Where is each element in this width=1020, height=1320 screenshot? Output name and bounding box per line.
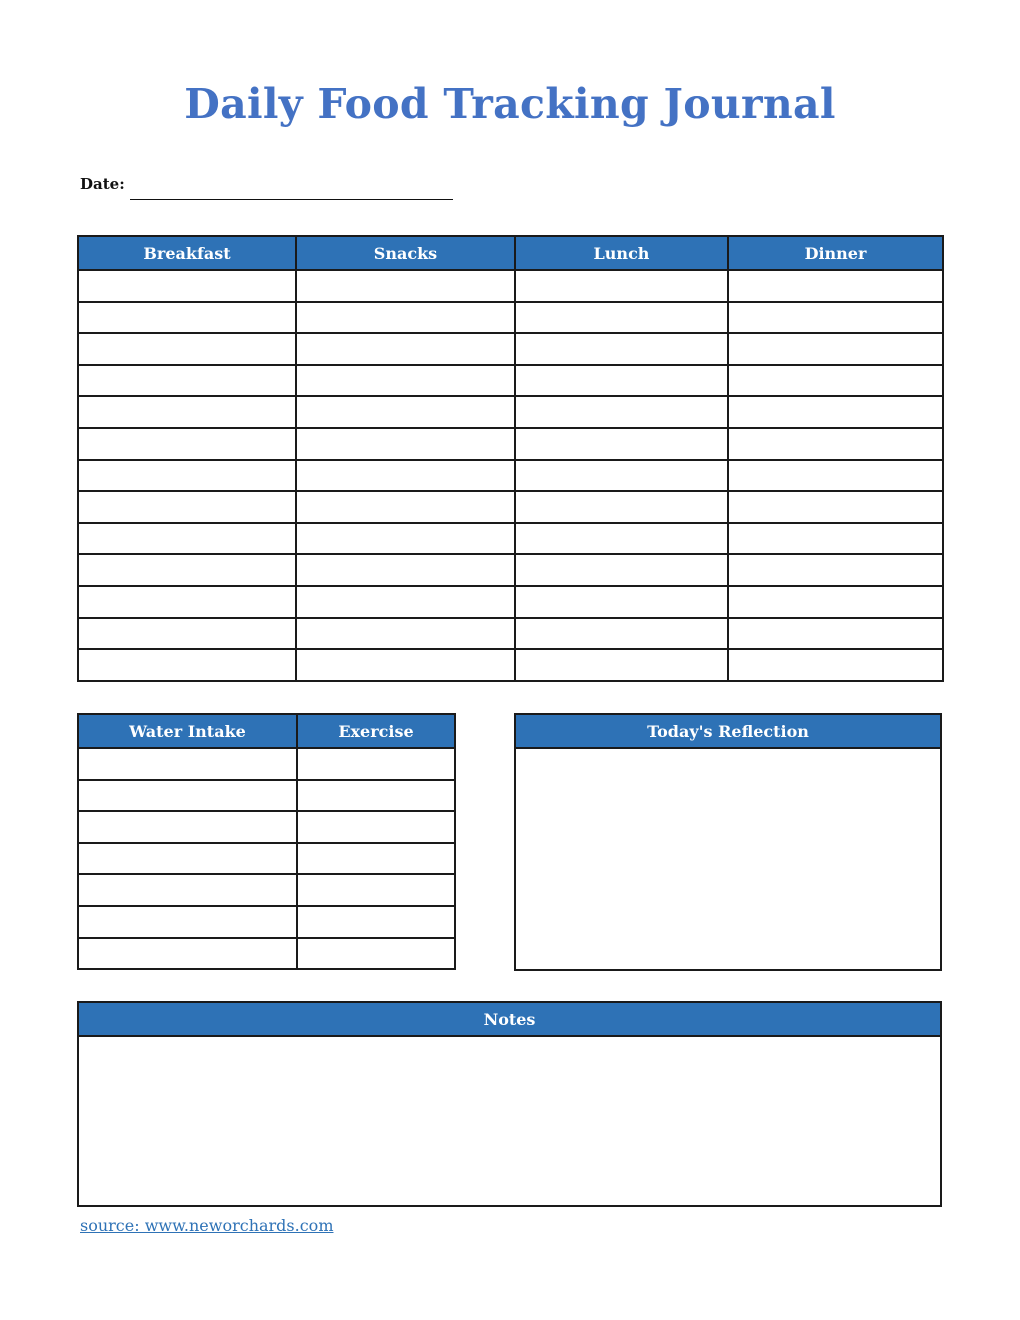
notes-header-row [78, 1002, 941, 1036]
exercise-cell[interactable] [297, 938, 455, 970]
notes-table [77, 1001, 942, 1207]
page-title: Daily Food Tracking Journal [184, 80, 836, 128]
lunch-cell[interactable] [515, 302, 728, 334]
breakfast-cell[interactable] [78, 365, 296, 397]
breakfast-cell[interactable] [78, 333, 296, 365]
column-header-exercise: Exercise [297, 714, 455, 748]
snacks-cell[interactable] [296, 302, 515, 334]
water-intake-cell[interactable] [78, 843, 297, 875]
lunch-cell[interactable] [515, 618, 728, 650]
breakfast-cell[interactable] [78, 554, 296, 586]
meals-row [78, 523, 943, 555]
breakfast-cell[interactable] [78, 428, 296, 460]
reflection-header-row [515, 714, 941, 748]
column-header-water-intake: Water Intake [78, 714, 297, 748]
water-exercise-table [77, 713, 456, 970]
meals-header-row [78, 236, 943, 270]
water-exercise-row [78, 780, 455, 812]
dinner-cell[interactable] [728, 460, 943, 492]
dinner-cell[interactable] [728, 365, 943, 397]
breakfast-cell[interactable] [78, 523, 296, 555]
lunch-cell[interactable] [515, 649, 728, 681]
notes-header: Notes [78, 1002, 941, 1036]
column-header-breakfast: Breakfast [78, 236, 296, 270]
water-exercise-row [78, 843, 455, 875]
snacks-cell[interactable] [296, 554, 515, 586]
water-exercise-header-row [78, 714, 455, 748]
meals-row [78, 586, 943, 618]
meals-table [77, 235, 944, 682]
lunch-cell[interactable] [515, 523, 728, 555]
dinner-cell[interactable] [728, 396, 943, 428]
water-intake-cell[interactable] [78, 938, 297, 970]
snacks-cell[interactable] [296, 649, 515, 681]
lunch-cell[interactable] [515, 270, 728, 302]
water-exercise-row [78, 938, 455, 970]
notes-row [78, 1036, 941, 1206]
snacks-cell[interactable] [296, 428, 515, 460]
dinner-cell[interactable] [728, 618, 943, 650]
date-label: Date: [80, 175, 125, 193]
snacks-cell[interactable] [296, 523, 515, 555]
snacks-cell[interactable] [296, 333, 515, 365]
reflection-header: Today's Reflection [515, 714, 941, 748]
meals-row [78, 491, 943, 523]
water-exercise-row [78, 811, 455, 843]
dinner-cell[interactable] [728, 649, 943, 681]
snacks-cell[interactable] [296, 460, 515, 492]
meals-row [78, 649, 943, 681]
source-link[interactable]: source: www.neworchards.com [80, 1216, 334, 1235]
meals-row [78, 333, 943, 365]
exercise-cell[interactable] [297, 843, 455, 875]
date-field-line[interactable] [130, 199, 453, 200]
breakfast-cell[interactable] [78, 649, 296, 681]
reflection-box[interactable] [515, 748, 941, 970]
water-intake-cell[interactable] [78, 906, 297, 938]
water-exercise-row [78, 906, 455, 938]
exercise-cell[interactable] [297, 874, 455, 906]
snacks-cell[interactable] [296, 270, 515, 302]
water-intake-cell[interactable] [78, 811, 297, 843]
dinner-cell[interactable] [728, 491, 943, 523]
breakfast-cell[interactable] [78, 302, 296, 334]
meals-row [78, 460, 943, 492]
dinner-cell[interactable] [728, 554, 943, 586]
dinner-cell[interactable] [728, 523, 943, 555]
breakfast-cell[interactable] [78, 586, 296, 618]
meals-row [78, 618, 943, 650]
meals-row [78, 428, 943, 460]
dinner-cell[interactable] [728, 586, 943, 618]
snacks-cell[interactable] [296, 618, 515, 650]
exercise-cell[interactable] [297, 780, 455, 812]
lunch-cell[interactable] [515, 491, 728, 523]
reflection-row [515, 748, 941, 970]
water-exercise-row [78, 748, 455, 780]
dinner-cell[interactable] [728, 333, 943, 365]
snacks-cell[interactable] [296, 396, 515, 428]
meals-row [78, 365, 943, 397]
dinner-cell[interactable] [728, 270, 943, 302]
lunch-cell[interactable] [515, 396, 728, 428]
lunch-cell[interactable] [515, 460, 728, 492]
column-header-lunch: Lunch [515, 236, 728, 270]
lunch-cell[interactable] [515, 586, 728, 618]
breakfast-cell[interactable] [78, 396, 296, 428]
dinner-cell[interactable] [728, 428, 943, 460]
meals-row [78, 302, 943, 334]
snacks-cell[interactable] [296, 586, 515, 618]
exercise-cell[interactable] [297, 906, 455, 938]
lunch-cell[interactable] [515, 333, 728, 365]
meals-row [78, 554, 943, 586]
snacks-cell[interactable] [296, 365, 515, 397]
breakfast-cell[interactable] [78, 270, 296, 302]
water-intake-cell[interactable] [78, 874, 297, 906]
meals-row [78, 270, 943, 302]
lunch-cell[interactable] [515, 428, 728, 460]
breakfast-cell[interactable] [78, 491, 296, 523]
column-header-dinner: Dinner [728, 236, 943, 270]
water-exercise-row [78, 874, 455, 906]
dinner-cell[interactable] [728, 302, 943, 334]
lunch-cell[interactable] [515, 365, 728, 397]
water-intake-cell[interactable] [78, 748, 297, 780]
meals-row [78, 396, 943, 428]
breakfast-cell[interactable] [78, 618, 296, 650]
column-header-snacks: Snacks [296, 236, 515, 270]
reflection-table [514, 713, 942, 971]
lunch-cell[interactable] [515, 554, 728, 586]
notes-box[interactable] [78, 1036, 941, 1206]
breakfast-cell[interactable] [78, 460, 296, 492]
water-intake-cell[interactable] [78, 780, 297, 812]
snacks-cell[interactable] [296, 491, 515, 523]
exercise-cell[interactable] [297, 811, 455, 843]
exercise-cell[interactable] [297, 748, 455, 780]
